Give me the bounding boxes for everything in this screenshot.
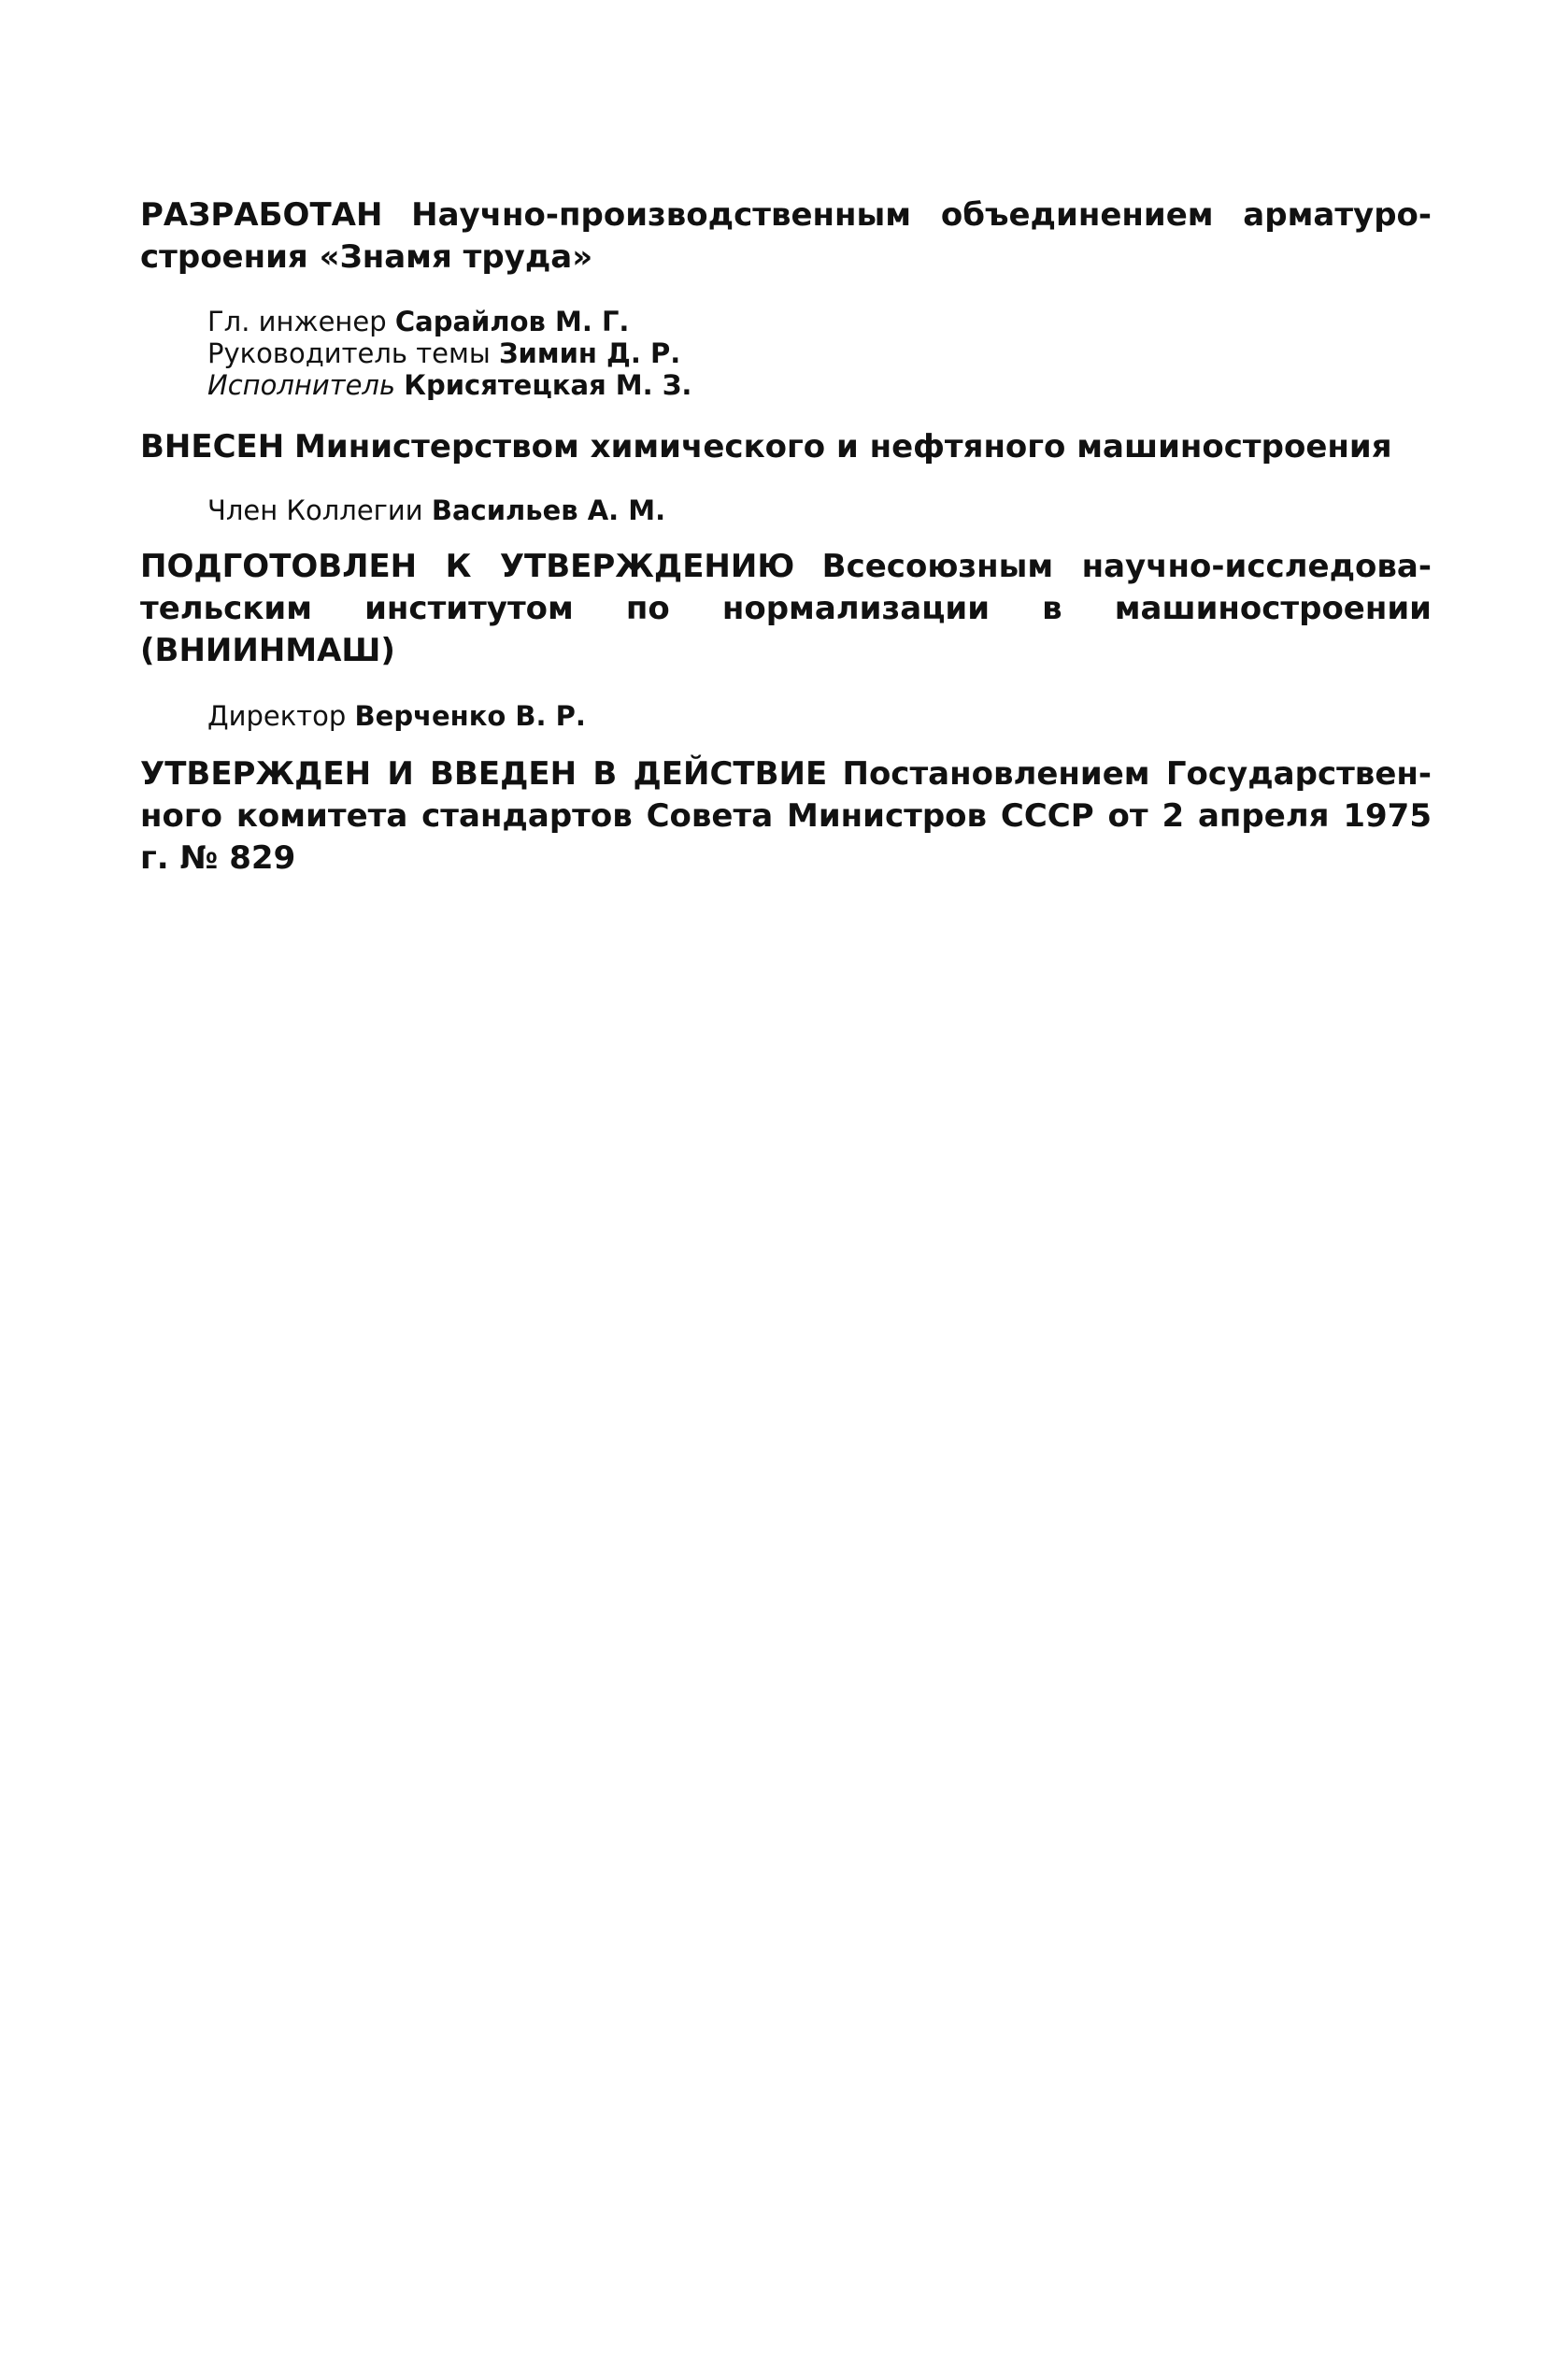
person-name: Крисятецкая М. З.	[404, 369, 692, 401]
person-line	[207, 307, 629, 337]
person-role: Руководитель темы	[207, 337, 491, 369]
section-submitted	[140, 426, 1432, 468]
section-developed	[140, 194, 1432, 279]
person-role: Гл. инженер	[207, 306, 387, 337]
person-name: Сарайлов М. Г.	[394, 306, 630, 337]
section-heading: ВНЕСЕН	[140, 428, 285, 465]
person-name: Верченко В. Р.	[354, 700, 586, 732]
section-approved	[140, 753, 1432, 880]
section-heading: УТВЕРЖДЕН И ВВЕДЕН В ДЕЙСТВИЕ	[140, 755, 828, 793]
person-role: Исполнитель	[207, 369, 396, 401]
person-name: Зимин Д. Р.	[498, 337, 681, 369]
person-line	[207, 338, 680, 368]
person-role: Директор	[207, 700, 347, 732]
person-name: Васильев А. М.	[431, 494, 666, 526]
person-role: Член Коллегии	[207, 494, 423, 526]
section-text: Научно-производственным объединением арматуро-строения «Знамя труда»	[140, 196, 1433, 276]
person-line	[207, 495, 665, 525]
person-line	[207, 370, 691, 400]
section-heading: РАЗРАБОТАН	[140, 196, 383, 234]
person-line	[207, 701, 586, 731]
section-heading: ПОДГОТОВЛЕН К УТВЕРЖДЕНИЮ	[140, 548, 795, 585]
section-prepared	[140, 546, 1432, 672]
section-text: Всесоюзным научно-исследова-тельским институтом по нормализации в машиностроении (ВНИИНМАШ)	[140, 548, 1432, 669]
section-text: Постановлением Государствен-ного комитета стандартов Совета Министров СССР от 2 апреля 1975 г. № 829	[140, 755, 1432, 877]
section-text: Министерством химического и нефтяного машиностроения	[294, 428, 1392, 465]
